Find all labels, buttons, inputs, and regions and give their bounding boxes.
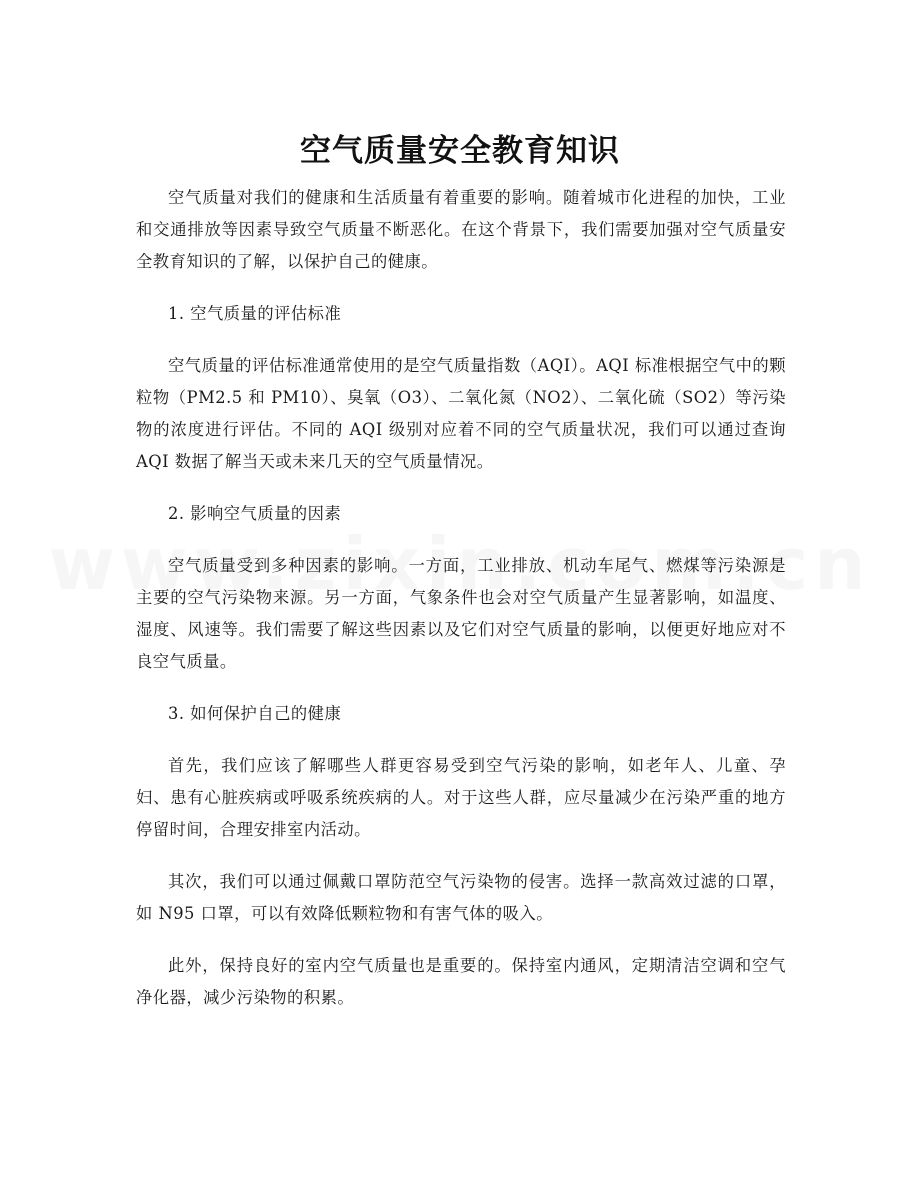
- section-3-paragraph-1: 首先，我们应该了解哪些人群更容易受到空气污染的影响，如老年人、儿童、孕妇、患有心脏疾病或呼吸系统疾病的人。对于这些人群，应尽量减少在污染严重的地方停留时间，合理安排室内活动。: [136, 756, 786, 839]
- document-body: [136, 182, 786, 1034]
- section-heading-1: 1. 空气质量的评估标准: [168, 304, 342, 323]
- section-3-paragraph-2: 其次，我们可以通过佩戴口罩防范空气污染物的侵害。选择一款高效过滤的口罩，如 N95 口罩，可以有效降低颗粒物和有害气体的吸入。: [136, 872, 786, 923]
- section-2-paragraph: 空气质量受到多种因素的影响。一方面，工业排放、机动车尾气、燃煤等污染源是主要的空气污染物来源。另一方面，气象条件也会对空气质量产生显著影响，如温度、湿度、风速等。我们需要了解这些因素以及它们对空气质量的影响，以便更好地应对不良空气质量。: [136, 556, 786, 671]
- section-heading-2: 2. 影响空气质量的因素: [168, 504, 342, 523]
- section-heading-3: 3. 如何保护自己的健康: [168, 704, 342, 723]
- intro-paragraph: 空气质量对我们的健康和生活质量有着重要的影响。随着城市化进程的加快，工业和交通排放等因素导致空气质量不断恶化。在这个背景下，我们需要加强对空气质量安全教育知识的了解，以保护自己的健康。: [136, 188, 786, 271]
- section-3-paragraph-3: 此外，保持良好的室内空气质量也是重要的。保持室内通风，定期清洁空调和空气净化器，减少污染物的积累。: [136, 956, 786, 1007]
- section-1-paragraph: 空气质量的评估标准通常使用的是空气质量指数（AQI）。AQI 标准根据空气中的颗粒物（PM2.5 和 PM10）、臭氧（O3）、二氧化氮（NO2）、二氧化硫（SO2）等污染物的浓度进行评估。不同的 AQI 级别对应着不同的空气质量状况，我们可以通过查询 AQI 数据了解当天或未来几天的空气质量情况。: [136, 356, 786, 471]
- page-title: 空气质量安全教育知识: [300, 132, 620, 169]
